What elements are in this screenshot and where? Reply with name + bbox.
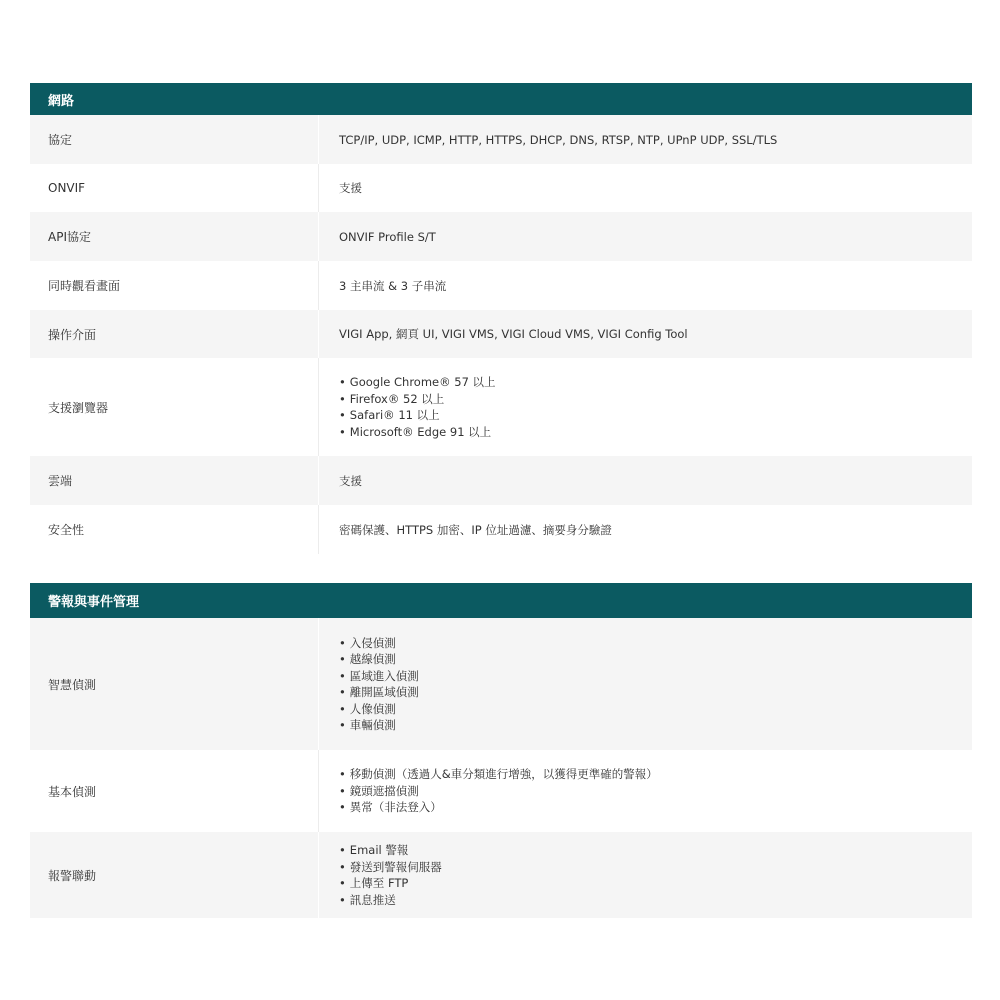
spec-label: 同時觀看畫面 <box>48 279 121 293</box>
network-section <box>30 83 972 554</box>
spec-value: 3 主串流 & 3 子串流 <box>318 261 972 310</box>
list-item: • 訊息推送 <box>339 892 442 909</box>
spec-label: 雲端 <box>48 474 73 488</box>
list-item: • Firefox® 52 以上 <box>339 391 496 408</box>
spec-value: ONVIF Profile S/T <box>318 212 972 261</box>
spec-row-protocol <box>30 115 972 164</box>
list-item: • 移動偵測（透過人&車分類進行增強，以獲得更準確的警報） <box>339 766 658 783</box>
spec-value <box>318 832 972 918</box>
list-item: • 入侵偵測 <box>339 635 419 652</box>
list-item: • 上傳至 FTP <box>339 875 442 892</box>
spec-value: 支援 <box>318 456 972 505</box>
spec-row-alarm-linkage <box>30 832 972 918</box>
spec-value: TCP/IP, UDP, ICMP, HTTP, HTTPS, DHCP, DNS, RTSP, NTP, UPnP UDP, SSL/TLS <box>318 115 972 164</box>
spec-label: 安全性 <box>48 523 85 537</box>
spec-value <box>318 358 972 456</box>
list-item: • Google Chrome® 57 以上 <box>339 374 496 391</box>
spec-row-browsers <box>30 358 972 456</box>
list-item: • Safari® 11 以上 <box>339 407 496 424</box>
list-item: • 鏡頭遮擋偵測 <box>339 783 658 800</box>
browser-list <box>339 374 496 440</box>
spec-row-onvif <box>30 164 972 212</box>
spec-row-simultaneous-view <box>30 261 972 310</box>
list-item: • 異常（非法登入） <box>339 799 658 816</box>
list-item: • 區域進入偵測 <box>339 668 419 685</box>
section-header-alarm: 警報與事件管理 <box>30 583 972 618</box>
list-item: • 人像偵測 <box>339 701 419 718</box>
section-header-network: 網路 <box>30 83 972 115</box>
spec-label: 基本偵測 <box>48 784 97 799</box>
list-item: • 離開區域偵測 <box>339 684 419 701</box>
spec-label: 操作介面 <box>48 327 97 342</box>
spec-value <box>318 618 972 750</box>
list-item: • Email 警報 <box>339 842 442 859</box>
spec-row-smart-detection <box>30 618 972 750</box>
smart-detection-list <box>339 635 419 734</box>
list-item: • 越線偵測 <box>339 651 419 668</box>
alarm-section <box>30 583 972 918</box>
spec-label: ONVIF <box>48 181 86 195</box>
spec-row-cloud <box>30 456 972 505</box>
spec-label: 協定 <box>48 133 73 147</box>
spec-label: 支援瀏覽器 <box>48 400 109 415</box>
basic-detection-list <box>339 766 658 816</box>
list-item: • 發送到警報伺服器 <box>339 859 442 876</box>
spec-label: 報警聯動 <box>48 868 97 883</box>
alarm-linkage-list <box>339 842 442 908</box>
list-item: • Microsoft® Edge 91 以上 <box>339 424 496 441</box>
spec-value: VIGI App, 網頁 UI, VIGI VMS, VIGI Cloud VMS, VIGI Config Tool <box>318 310 972 358</box>
spec-label: API協定 <box>48 230 91 244</box>
spec-row-security <box>30 505 972 554</box>
spec-row-api-protocol <box>30 212 972 261</box>
list-item: • 車輛偵測 <box>339 717 419 734</box>
spec-value: 密碼保護、HTTPS 加密、IP 位址過濾、摘要身分驗證 <box>318 505 972 554</box>
spec-label: 智慧偵測 <box>48 677 97 692</box>
spec-value: 支援 <box>318 164 972 212</box>
spec-value <box>318 750 972 832</box>
spec-row-interface <box>30 310 972 358</box>
spec-row-basic-detection <box>30 750 972 832</box>
